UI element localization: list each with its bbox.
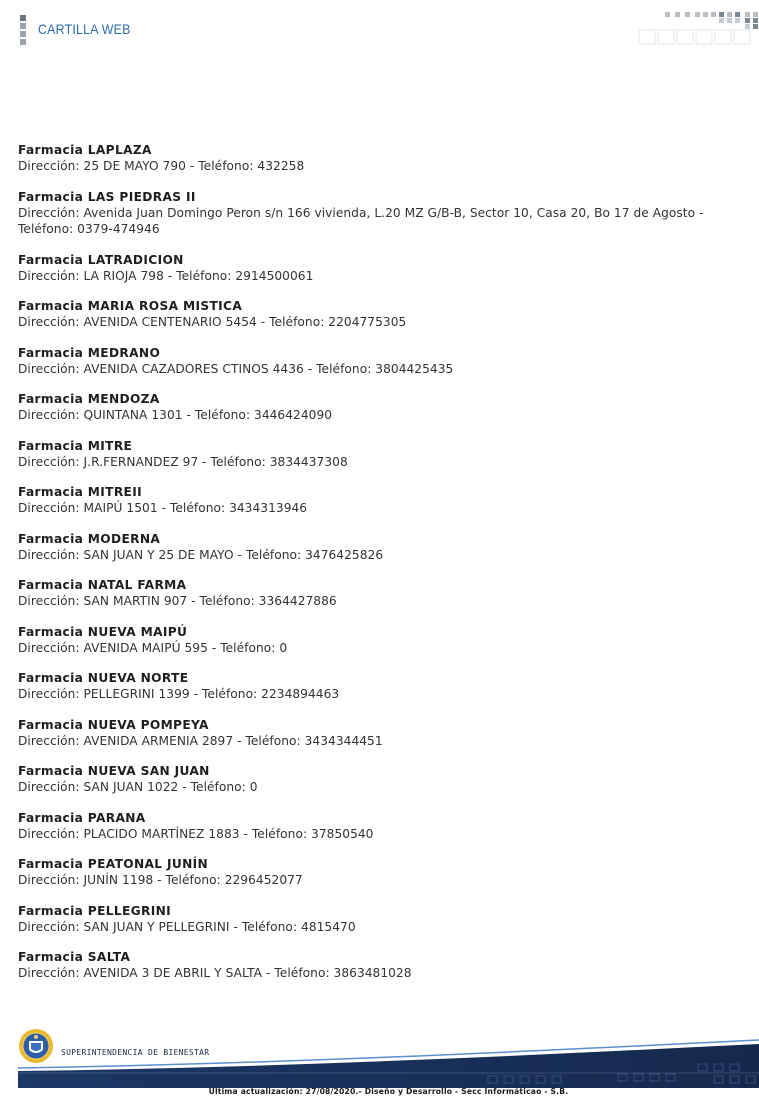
pharmacy-address-phone: Dirección: SAN JUAN Y PELLEGRINI - Teléfono: 4815470 xyxy=(18,919,356,934)
pharmacy-name: Farmacia MEDRANO xyxy=(18,345,161,360)
list-item xyxy=(18,949,740,982)
list-item xyxy=(18,531,740,564)
list-item xyxy=(18,189,740,238)
list-item xyxy=(18,763,740,796)
brand-mark-icon xyxy=(20,15,26,47)
pharmacy-name: Farmacia MITREII xyxy=(18,485,142,499)
pharmacy-address-phone: Dirección: AVENIDA CAZADORES CTINOS 4436 - Teléfono: 3804425435 xyxy=(18,361,454,376)
pharmacy-address-phone: Dirección: MAIPÚ 1501 - Teléfono: 3434313946 xyxy=(18,501,308,515)
list-item xyxy=(18,484,740,517)
pharmacy-address-phone: Dirección: LA RIOJA 798 - Teléfono: 2914500061 xyxy=(18,268,314,283)
pharmacy-address-phone: Dirección: PLACIDO MARTÍNEZ 1883 - Teléfono: 37850540 xyxy=(18,826,374,841)
list-item xyxy=(18,670,740,703)
pharmacy-address-phone: Dirección: JUNÍN 1198 - Teléfono: 2296452077 xyxy=(18,873,303,887)
pharmacy-name: Farmacia PELLEGRINI xyxy=(18,903,172,918)
pharmacy-name: Farmacia MITRE xyxy=(18,438,133,453)
pharmacy-address-phone: Dirección: SAN JUAN Y 25 DE MAYO - Teléfono: 3476425826 xyxy=(18,547,384,562)
list-item xyxy=(18,298,740,331)
pharmacy-address-phone: Dirección: J.R.FERNANDEZ 97 - Teléfono: 3834437308 xyxy=(18,454,348,469)
pharmacy-address-phone: Dirección: SAN MARTIN 907 - Teléfono: 3364427886 xyxy=(18,594,337,608)
pharmacy-address-phone: Dirección: AVENIDA ARMENIA 2897 - Teléfono: 3434344451 xyxy=(18,733,383,748)
page-title: CARTILLA WEB xyxy=(38,21,131,37)
pharmacy-name: Farmacia PARANA xyxy=(18,810,146,825)
pharmacy-name: Farmacia LAPLAZA xyxy=(18,143,152,157)
pharmacy-name: Farmacia LAS PIEDRAS II xyxy=(18,189,196,204)
footer-band-decoration xyxy=(18,1028,759,1088)
pharmacy-address-phone: Dirección: Avenida Juan Domingo Peron s/n 166 vivienda, L.20 MZ G/B-B, Sector 10, Casa 20, Bo 17 de Agosto - Teléfono: 0379-474946 xyxy=(18,205,704,236)
organization-name: SUPERINTENDENCIA DE BIENESTAR xyxy=(61,1048,210,1057)
list-item xyxy=(18,391,740,424)
list-item xyxy=(18,810,740,843)
list-item xyxy=(18,903,740,936)
pharmacy-address-phone: Dirección: QUINTANA 1301 - Teléfono: 3446424090 xyxy=(18,408,333,422)
pharmacy-name: Farmacia SALTA xyxy=(18,950,131,964)
pharmacy-address-phone: Dirección: AVENIDA 3 DE ABRIL Y SALTA - Teléfono: 3863481028 xyxy=(18,966,412,980)
seal-icon xyxy=(18,1028,54,1064)
page-footer xyxy=(18,1028,759,1088)
list-item xyxy=(18,856,740,889)
page-header xyxy=(0,0,759,60)
pharmacy-name: Farmacia MARIA ROSA MISTICA xyxy=(18,299,243,313)
list-item xyxy=(18,438,740,471)
pharmacy-address-phone: Dirección: PELLEGRINI 1399 - Teléfono: 2234894463 xyxy=(18,687,340,701)
pharmacy-address-phone: Dirección: AVENIDA CENTENARIO 5454 - Teléfono: 2204775305 xyxy=(18,315,407,329)
list-item xyxy=(18,624,740,657)
footer-update-note: Última actualización: 27/08/2020.- Diseño y Desarrollo - Secc Informáticao - S.B. xyxy=(208,1087,569,1096)
pharmacy-address-phone: Dirección: 25 DE MAYO 790 - Teléfono: 432258 xyxy=(18,159,305,173)
list-item xyxy=(18,252,740,285)
corner-grid-decoration-icon xyxy=(637,10,759,48)
list-item xyxy=(18,577,740,610)
pharmacy-list xyxy=(18,142,740,996)
pharmacy-name: Farmacia LATRADICION xyxy=(18,252,184,267)
pharmacy-name: Farmacia NUEVA NORTE xyxy=(18,671,189,685)
pharmacy-name: Farmacia NATAL FARMA xyxy=(18,578,187,592)
pharmacy-address-phone: Dirección: AVENIDA MAIPÚ 595 - Teléfono: 0 xyxy=(18,640,288,655)
pharmacy-name: Farmacia NUEVA SAN JUAN xyxy=(18,764,210,778)
pharmacy-name: Farmacia NUEVA POMPEYA xyxy=(18,717,209,732)
list-item xyxy=(18,717,740,750)
list-item xyxy=(18,142,740,175)
pharmacy-address-phone: Dirección: SAN JUAN 1022 - Teléfono: 0 xyxy=(18,780,258,794)
list-item xyxy=(18,345,740,378)
pharmacy-name: Farmacia NUEVA MAIPÚ xyxy=(18,624,188,639)
pharmacy-name: Farmacia PEATONAL JUNÍN xyxy=(18,857,209,871)
pharmacy-name: Farmacia MENDOZA xyxy=(18,392,160,406)
pharmacy-name: Farmacia MODERNA xyxy=(18,531,161,546)
